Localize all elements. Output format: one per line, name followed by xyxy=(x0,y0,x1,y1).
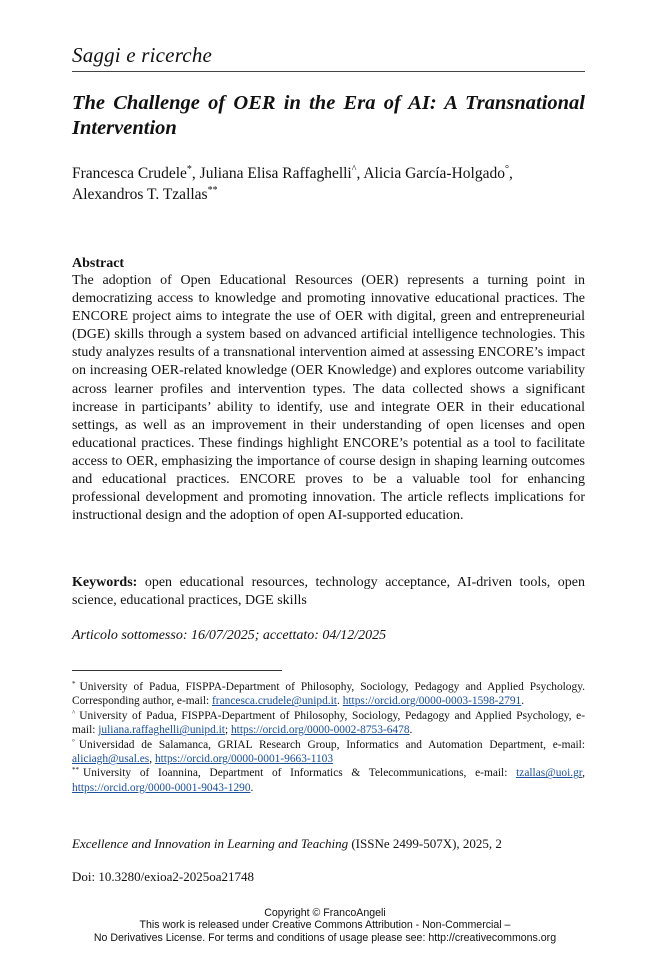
journal-details: (ISSNe 2499-507X), 2025, 2 xyxy=(348,836,502,851)
footnote-mark: ^ xyxy=(72,708,76,717)
email-link[interactable]: francesca.crudele@unipd.it xyxy=(212,695,337,708)
author-name: Alicia García-Holgado xyxy=(363,165,505,182)
section-label: Saggi e ricerche xyxy=(72,43,213,67)
footnote xyxy=(72,680,585,709)
footnote-mark: ** xyxy=(72,766,79,775)
keywords-text: open educational resources, technology acceptance, AI-driven tools, open science, educational practices, DGE skills xyxy=(72,575,585,609)
footnote-mark: * xyxy=(72,680,76,688)
footnote-text: University of Padua, FISPPA-Department of Philosophy, Sociology, Pedagogy and Applied Psychology, e-mail: xyxy=(72,709,585,737)
abstract-text: The adoption of Open Educational Resources (OER) represents a turning point in democratizing access to knowledge and promoting innovative educational practices. The ENCORE project aims to integrate the use of OER with digital, green and entrepreneurial (DGE) skills through a system based on advanced artificial intelligence technologies. This study analyzes results of a transnational intervention aimed at assessing ENCORE’s impact on increasing OER-related knowledge (OER Knowledge) and explores outcome variability across learner profiles and intervention types. The data collected shows a significant increase in participants’ ability to identify, use and integrate OER in their educational settings, as well as an improvement in their understanding of open licenses and open educational practices. These findings highlight ENCORE’s potential as a tool to facilitate access to OER, emphasizing the importance of course design in shaping learning outcomes and educational practices. ENCORE proves to be a valuable tool for enhancing professional development and promoting innovation. The article reflects implications for instructional design and the adoption of open AI-supported education. xyxy=(72,273,585,524)
footnote-separator: , xyxy=(582,767,585,780)
author-separator: , xyxy=(356,165,364,182)
author-mark: ** xyxy=(207,185,218,196)
email-link[interactable]: aliciagh@usal.es xyxy=(72,753,150,766)
author-name: Juliana Elisa Raffaghelli xyxy=(199,165,352,182)
author-mark: ^ xyxy=(351,164,357,175)
license-line: This work is released under Creative Commons Attribution - Non-Commercial – xyxy=(139,919,511,932)
orcid-link[interactable]: https://orcid.org/0000-0001-9663-1103 xyxy=(154,753,334,766)
orcid-link[interactable]: https://orcid.org/0000-0002-8753-6478 xyxy=(230,724,410,737)
footnote-divider xyxy=(72,670,282,671)
author-name: Francesca Crudele xyxy=(72,165,187,182)
author-separator: , xyxy=(508,165,513,182)
footnote-end: . xyxy=(409,724,413,737)
journal-name: Excellence and Innovation in Learning and Teaching xyxy=(72,836,349,851)
footnote-end: . xyxy=(250,781,254,794)
journal-citation xyxy=(72,836,502,852)
footnote-separator: . xyxy=(336,695,343,708)
copyright-line: Copyright © FrancoAngeli xyxy=(264,907,386,919)
author-mark: * xyxy=(186,164,192,175)
orcid-link[interactable]: https://orcid.org/0000-0001-9043-1290 xyxy=(72,781,251,794)
header-divider xyxy=(72,71,585,72)
footnotes xyxy=(72,680,585,795)
license-terms-line: No Derivatives License. For terms and conditions of usage please see: http://creativecommons.org xyxy=(93,931,557,944)
email-link[interactable]: tzallas@uoi.gr xyxy=(516,767,583,780)
author-mark: ° xyxy=(504,164,509,175)
orcid-link[interactable]: https://orcid.org/0000-0003-1598-2791 xyxy=(342,695,522,708)
footnote-text: University of Ioannina, Department of Informatics & Telecommunications, e-mail: xyxy=(83,767,517,780)
footnote-text: University of Padua, FISPPA-Department of Philosophy, Sociology, Pedagogy and Applied Psychology. Corresponding author, e-mail: xyxy=(72,681,585,708)
abstract-heading: Abstract xyxy=(72,256,125,271)
author-separator: , xyxy=(191,165,200,182)
footnote-separator: ; xyxy=(224,724,231,737)
keywords-label: Keywords: xyxy=(72,575,138,590)
article-title: The Challenge of OER in the Era of AI: A Transnational Intervention xyxy=(72,92,585,139)
copyright-notice xyxy=(0,907,650,944)
footnote xyxy=(72,766,585,795)
author-name: Alexandros T. Tzallas xyxy=(72,186,208,203)
footnote-text: Universidad de Salamanca, GRIAL Research Group, Informatics and Automation Department, e-mail: xyxy=(78,738,585,751)
footnote xyxy=(72,738,585,767)
footnote-separator: , xyxy=(149,753,155,766)
keywords xyxy=(72,574,585,610)
email-link[interactable]: juliana.raffaghelli@unipd.it xyxy=(98,724,225,737)
author-list xyxy=(72,163,585,205)
footnote-mark: ° xyxy=(72,737,75,746)
footnote xyxy=(72,709,585,738)
submission-dates: Articolo sottomesso: 16/07/2025; accettato: 04/12/2025 xyxy=(72,628,387,643)
doi: Doi: 10.3280/exioa2-2025oa21748 xyxy=(72,869,254,884)
footnote-end: . xyxy=(521,695,525,708)
